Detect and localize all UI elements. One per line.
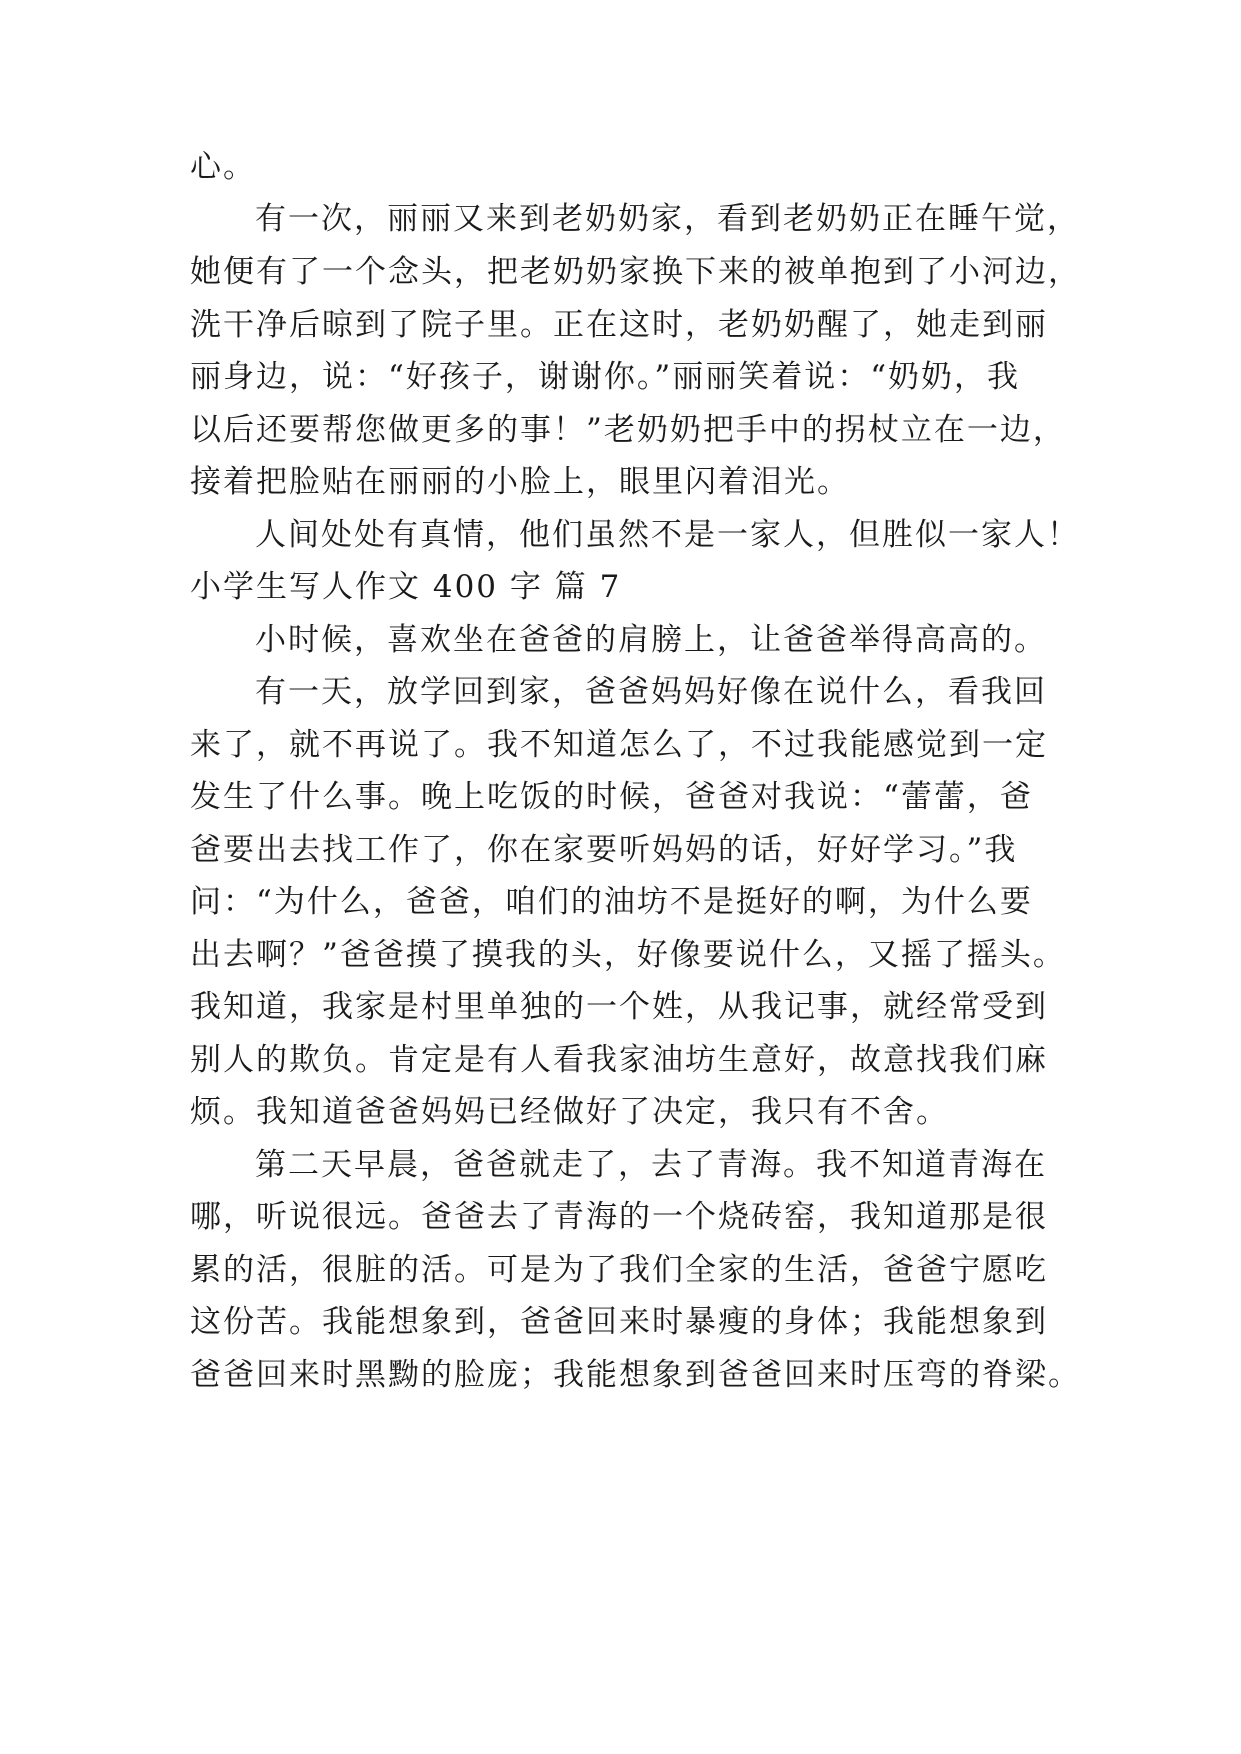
text-line: 爸爸回来时黑黝的脸庞；我能想象到爸爸回来时压弯的脊梁。 xyxy=(190,1357,1081,1393)
text-line: 哪，听说很远。爸爸去了青海的一个烧砖窑，我知道那是很 xyxy=(190,1199,1048,1235)
text-line: 烦。我知道爸爸妈妈已经做好了决定，我只有不舍。 xyxy=(190,1094,949,1130)
text-line: 爸要出去找工作了，你在家要听妈妈的话，好好学习。”我 xyxy=(190,832,1018,868)
text-line: 出去啊？”爸爸摸了摸我的头，好像要说什么，又摇了摇头。 xyxy=(190,937,1066,973)
text-line: 累的活，很脏的活。可是为了我们全家的生活，爸爸宁愿吃 xyxy=(190,1252,1048,1288)
text-line: 洗干净后晾到了院子里。正在这时，老奶奶醒了，她走到丽 xyxy=(190,307,1048,343)
text-line: 这份苦。我能想象到，爸爸回来时暴瘦的身体；我能想象到 xyxy=(190,1304,1048,1340)
paragraph-start-line: 小时候，喜欢坐在爸爸的肩膀上，让爸爸举得高高的。 xyxy=(255,622,1047,658)
text-line: 以后还要帮您做更多的事！”老奶奶把手中的拐杖立在一边， xyxy=(190,412,1066,448)
text-line: 接着把脸贴在丽丽的小脸上，眼里闪着泪光。 xyxy=(190,464,850,500)
text-line: 她便有了一个念头，把老奶奶家换下来的被单抱到了小河边， xyxy=(190,254,1081,290)
paragraph-start-line: 第二天早晨，爸爸就走了，去了青海。我不知道青海在 xyxy=(255,1147,1047,1183)
paragraph-start-line: 有一次，丽丽又来到老奶奶家，看到老奶奶正在睡午觉， xyxy=(255,201,1080,237)
text-line: 心。 xyxy=(190,149,256,185)
text-line: 发生了什么事。晚上吃饭的时候，爸爸对我说：“蕾蕾，爸 xyxy=(190,779,1033,815)
text-line: 来了，就不再说了。我不知道怎么了，不过我能感觉到一定 xyxy=(190,727,1048,763)
text-line: 我知道，我家是村里单独的一个姓，从我记事，就经常受到 xyxy=(190,989,1048,1025)
paragraph-start-line: 有一天，放学回到家，爸爸妈妈好像在说什么，看我回 xyxy=(255,674,1047,710)
section-heading: 小学生写人作文 400 字 篇 7 xyxy=(190,569,622,605)
text-line: 别人的欺负。肯定是有人看我家油坊生意好，故意找我们麻 xyxy=(190,1042,1048,1078)
text-line: 丽身边，说：“好孩子，谢谢你。”丽丽笑着说：“奶奶，我 xyxy=(190,359,1021,395)
paragraph-start-line: 人间处处有真情，他们虽然不是一家人，但胜似一家人！ xyxy=(255,517,1080,553)
text-line: 问：“为什么，爸爸，咱们的油坊不是挺好的啊，为什么要 xyxy=(190,884,1033,920)
